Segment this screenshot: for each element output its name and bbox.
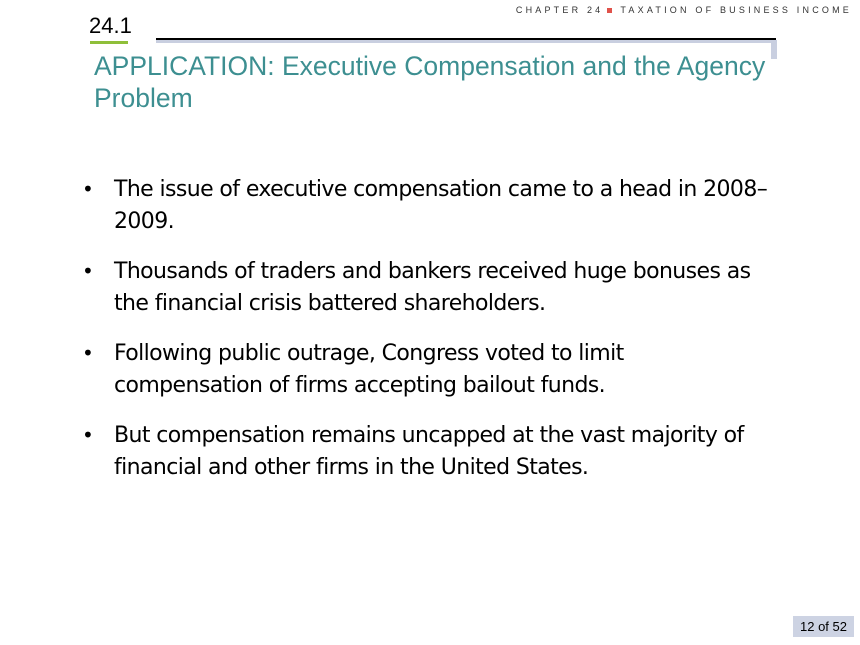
chapter-subject: TAXATION OF BUSINESS INCOME [620,5,852,15]
bullet-text: Following public outrage, Congress voted to limit compensation of firms accepting bailout funds. [114,341,624,398]
page-counter: 12 of 52 [793,616,854,637]
bullet-icon: • [82,423,94,447]
slide-title: APPLICATION: Executive Compensation and the Agency Problem [94,51,766,113]
section-underline [90,41,128,44]
bullet-text: Thousands of traders and bankers received huge bonuses as the financial crisis battered shareholders. [114,259,751,316]
bullet-item [78,174,778,237]
bullet-text: But compensation remains uncapped at the vast majority of financial and other firms in the United States. [114,423,744,480]
bullet-item [78,338,778,401]
bullet-list [78,174,778,502]
bullet-text: The issue of executive compensation came to a head in 2008–2009. [114,177,768,234]
chapter-label: CHAPTER 24 [515,5,604,15]
title-rule [156,38,776,40]
bullet-icon: • [82,341,94,365]
bullet-icon: • [82,177,94,201]
bullet-item [78,256,778,319]
title-rule-shadow [156,40,776,43]
bullet-item [78,420,778,483]
header-separator-icon [607,8,612,13]
section-number: 24.1 [89,13,132,38]
chapter-header [516,5,852,15]
bullet-icon: • [82,259,94,283]
